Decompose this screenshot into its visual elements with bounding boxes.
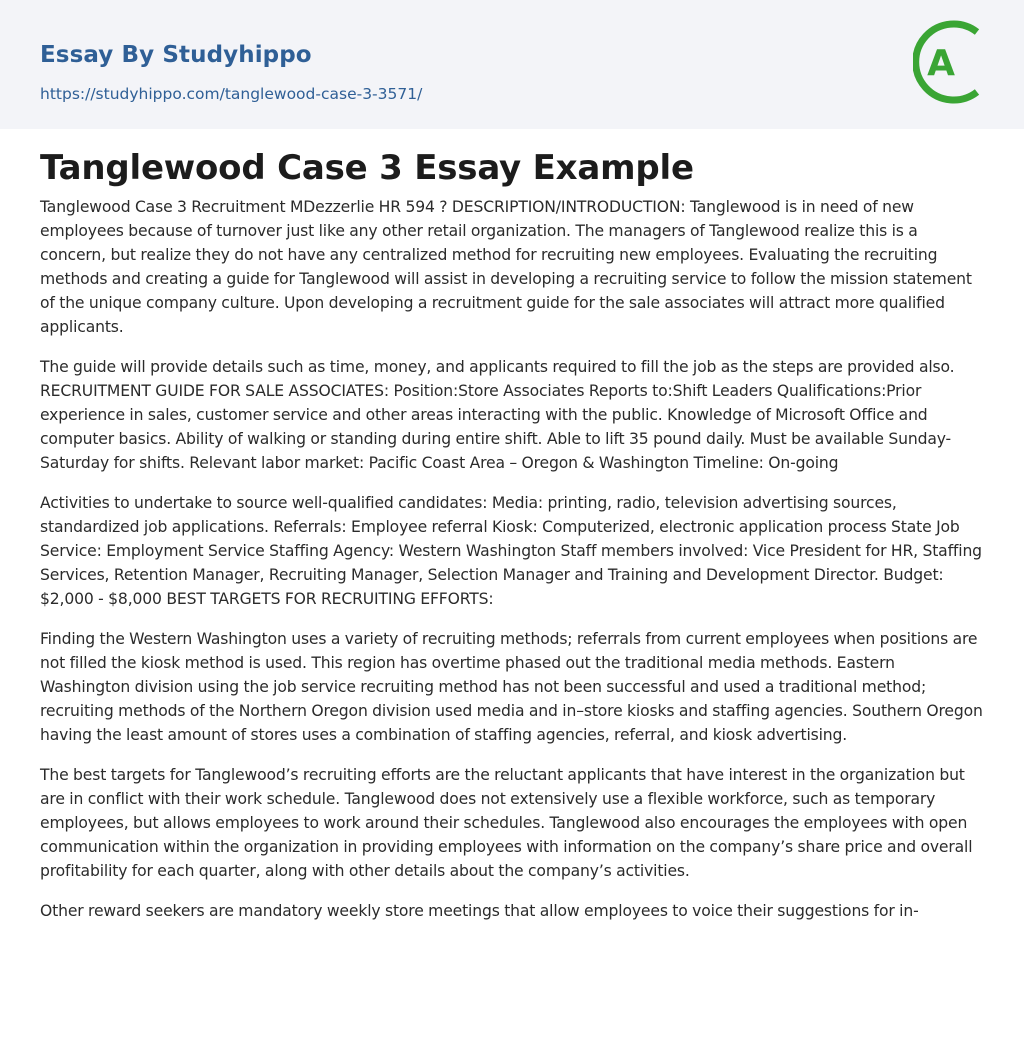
source-url-link[interactable]: https://studyhippo.com/tanglewood-case-3-3571/ — [40, 85, 423, 103]
essay-paragraph: Tanglewood Case 3 Recruitment MDezzerlie HR 594 ? DESCRIPTION/INTRODUCTION: Tanglewood is in need of new employees because of turnover just like any other retail organization. The managers of Tanglewood realize this is a concern, but realize they do not have any centralized method for recruiting new employees. Evaluating the recruiting methods and creating a guide for Tanglewood will assist in developing a recruiting service to follow the mission statement of the unique company culture. Upon developing a recruitment guide for the sale associates will attract more qualified applicants. — [40, 198, 972, 336]
essay-paragraph: The guide will provide details such as time, money, and applicants required to fill the job as the steps are provided also. RECRUITMENT GUIDE FOR SALE ASSOCIATES: Position:Store Associates Reports to:Shift Leaders Qualifications:Prior experience in sales, customer service and other areas interacting with the public. Knowledge of Microsoft Office and computer basics. Ability of walking or standing during entire shift. Able to lift 35 pound daily. Must be available Sunday-Saturday for shifts. Relevant labor market: Pacific Coast Area – Oregon & Washington Timeline: On-going — [40, 358, 955, 472]
logo-icon[interactable] — [913, 19, 985, 105]
essay-paragraph: The best targets for Tanglewood’s recruiting efforts are the reluctant applicants that have interest in the organization but are in conflict with their work schedule. Tanglewood does not extensively use a flexible workforce, such as temporary employees, but allows employees to work around their schedules. Tanglewood also encourages the employees with open communication within the organization in providing employees with information on the company’s share price and overall profitability for each quarter, along with other details about the company’s activities. — [40, 766, 973, 880]
essay-paragraph: Finding the Western Washington uses a variety of recruiting methods; referrals from current employees when positions are not filled the kiosk method is used. This region has overtime phased out the traditional media methods. Eastern Washington division using the job service recruiting method has not been successful and used a traditional method; recruiting methods of the Northern Oregon division used media and in–store kiosks and staffing agencies. Southern Oregon having the least amount of stores uses a combination of staffing agencies, referral, and kiosk advertising. — [40, 630, 983, 744]
essay-body — [40, 195, 986, 939]
logo-letter: A — [927, 43, 955, 84]
page-title: Tanglewood Case 3 Essay Example — [40, 148, 694, 188]
brand-title[interactable]: Essay By Studyhippo — [40, 42, 312, 68]
essay-paragraph: Activities to undertake to source well-qualified candidates: Media: printing, radio, television advertising sources, standardized job applications. Referrals: Employee referral Kiosk: Computerized, electronic application process State Job Service: Employment Service Staffing Agency: Western Washington Staff members involved: Vice President for HR, Staffing Services, Retention Manager, Recruiting Manager, Selection Manager and Training and Development Director. Budget: $2,000 - $8,000 BEST TARGETS FOR RECRUITING EFFORTS: — [40, 494, 982, 608]
page-header — [0, 0, 1024, 129]
essay-paragraph: Other reward seekers are mandatory weekly store meetings that allow employees to voice their suggestions for in- — [40, 902, 919, 920]
